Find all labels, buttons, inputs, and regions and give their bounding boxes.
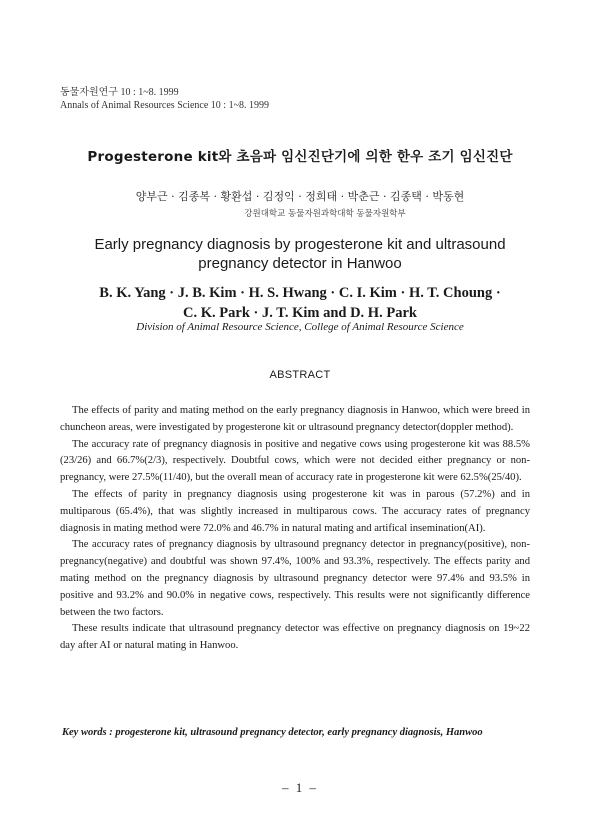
english-title: Early pregnancy diagnosis by progesterone kit and ultrasound pregnancy detector in Hanwoo [94, 236, 506, 272]
journal-citation [60, 86, 269, 112]
abstract-paragraph: The accuracy rates of pregnancy diagnosis by ultrasound pregnancy detector in pregnancy(positive), non-pregnancy(negative) and doubtful was shown 97.4%, 100% and 93.3%, respectively. The effects parity and mating method on the pregnancy diagnosis by ultrasound pregnancy detector were 97.4% and 93.5% in positive and 93.2% and 90.0% in negative cows, respectively. This results were not significantly difference between the two factors. [60, 539, 530, 618]
korean-title: Progesterone kit와 초음파 임신진단기에 의한 한우 조기 임신진단 [87, 149, 513, 165]
journal-citation-korean: 동물자원연구 10 : 1~8. 1999 [60, 87, 179, 98]
abstract-paragraph: The effects of parity in pregnancy diagnosis using progesterone kit was in parous (57.2%) and in multiparous (65.4%), that was slightly increased in multiparous cows. The accuracy rates of pregnancy diagnosis in mating method were 72.0% and 46.7% in natural mating and artifical insemination(AI). [60, 488, 530, 534]
english-authors [40, 283, 560, 323]
journal-citation-english: Annals of Animal Resources Science 10 : 1~8. 1999 [60, 100, 269, 111]
english-authors-line-1: B. K. Yang · J. B. Kim · H. S. Hwang · C. I. Kim · H. T. Choung · [99, 285, 501, 301]
english-authors-line-2: C. K. Park · J. T. Kim and D. H. Park [183, 305, 417, 321]
page-number: – 1 – [282, 780, 318, 795]
keywords: Key words : progesterone kit, ultrasound pregnancy detector, early pregnancy diagnosis, Hanwoo [62, 727, 483, 738]
korean-authors: 양부근 · 김종복 · 황환섭 · 김정익 · 정희태 · 박춘근 · 김종택 · 박동현 [135, 190, 465, 203]
abstract-paragraph: The effects of parity and mating method on the early pregnancy diagnosis in Hanwoo, which were breed in chuncheon areas, were investigated by progesterone kit or ultrasound pregnancy detector(doppler method). [60, 405, 530, 433]
english-affiliation: Division of Animal Resource Science, College of Animal Resource Science [136, 321, 464, 333]
abstract-heading: ABSTRACT [269, 369, 331, 381]
abstract-paragraph: The accuracy rate of pregnancy diagnosis in positive and negative cows using progesterone kit was 88.5%(23/26) and 66.7%(2/3), respectively. Doubtful cows, which were not decided either pregnancy or non-pregnancy, were 27.5%(11/40), but the overall mean of accuracy rate in progesterone kit were 62.5%(25/40). [60, 438, 530, 484]
abstract-paragraph: These results indicate that ultrasound pregnancy detector was effective on pregnancy diagnosis on 19~22 day after AI or natural mating in Hanwoo. [60, 623, 530, 652]
korean-affiliation: 강원대학교 동물자원과학대학 동물자원학부 [244, 209, 406, 219]
abstract-body [60, 403, 530, 655]
